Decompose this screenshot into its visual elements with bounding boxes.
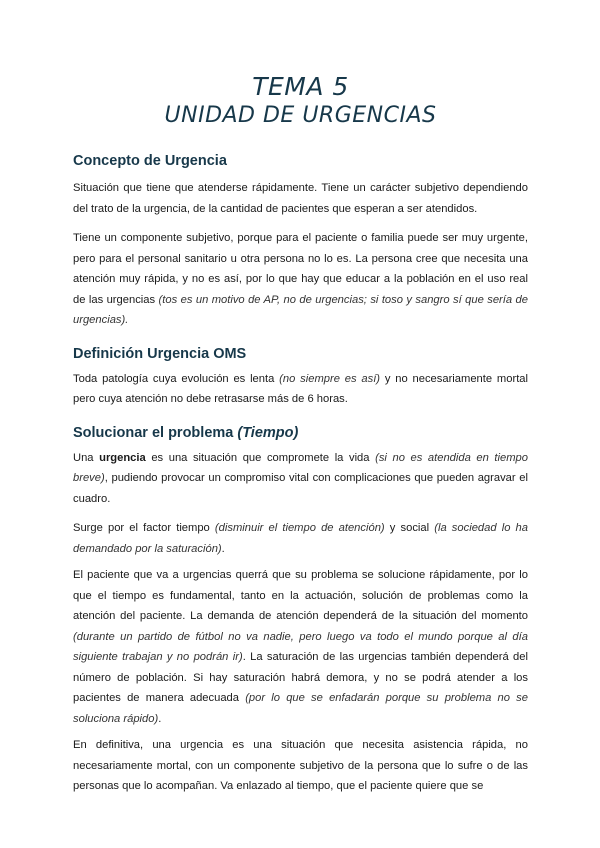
definicion-note: (no siempre es así) (279, 372, 381, 385)
document-title: TEMA 5 (252, 72, 349, 101)
definicion-text-b: y no necesariamente mortal pero cuya atención no debe retrasarse más de 6 horas. (73, 372, 529, 405)
definicion-text-a: Toda patología cuya evolución es lenta (73, 372, 280, 385)
solucionar-paragraph-1 (73, 448, 528, 510)
title-block (73, 0, 528, 127)
sol-p3-c: . (158, 712, 162, 725)
sol-p1-note: (si no es atendida en tiempo breve) (73, 451, 528, 484)
sol-p3-note2: (por lo que se enfadarán porque su problema no se soluciona rápido) (73, 692, 528, 725)
heading-definicion: Definición Urgencia OMS (73, 345, 247, 362)
sol-p2-c: . (221, 542, 225, 555)
sol-p1-a: Una (73, 451, 100, 464)
sol-p1-b: es una situación que compromete la vida (145, 451, 376, 464)
heading-solucionar-main: Solucionar el problema (73, 424, 238, 441)
concepto-p2-note: (tos es un motivo de AP, no de urgencias; si toso y sangro sí que sería de urgencias). (73, 293, 528, 326)
heading-solucionar (73, 425, 528, 441)
concepto-paragraph-2 (73, 228, 528, 331)
concepto-p2-text: Tiene un componente subjetivo, porque para el paciente o familia puede ser muy urgente, pero para el personal sanitario u otra persona no lo es. La persona cree que necesita una atención muy rápida, y no es así, por lo que hay que educar a la población en el uso real de las urgencias (73, 232, 528, 306)
concepto-paragraph-1: Situación que tiene que atenderse rápidamente. Tiene un carácter subjetivo dependiendo del trato de la urgencia, de la cantidad de pacientes que esperan a ser atendidos. (73, 182, 528, 215)
sol-p2-a: Surge por el factor tiempo (73, 522, 215, 534)
solucionar-paragraph-4: En definitiva, una urgencia es una situación que necesita asistencia rápida, no necesariamente mortal, con un componente subjetivo de la persona que lo sufre o de las personas que lo acompañan. Va enlazado al tiempo, que el paciente quiere que se (73, 739, 528, 792)
solucionar-paragraph-2 (73, 518, 528, 559)
sol-p3-b: . La saturación de las urgencias también dependerá del número de población. Si hay saturación habrá demora, y no se podrá atender a los pacientes de manera adecuada (73, 651, 528, 704)
document-subtitle: UNIDAD DE URGENCIAS (164, 103, 437, 128)
sol-p1-bold: urgencia (99, 451, 146, 464)
heading-concepto: Concepto de Urgencia (73, 153, 227, 169)
solucionar-paragraph-3 (73, 565, 528, 729)
sol-p2-note2: (la sociedad lo ha demandado por la saturación) (73, 522, 528, 555)
sol-p2-b: y social (384, 522, 435, 534)
sol-p3-a: El paciente que va a urgencias querrá que su problema se solucione rápidamente, por lo que el tiempo es fundamental, tanto en la actuación, solución de problemas como la atención del paciente. La demanda de atención dependerá de la situación del momento (73, 569, 528, 622)
definicion-paragraph (73, 369, 528, 410)
sol-p1-c: , pudiendo provocar un compromiso vital con complicaciones que pueden agravar el cuadro. (73, 472, 528, 505)
sol-p2-note1: (disminuir el tiempo de atención) (214, 522, 385, 534)
heading-solucionar-italic: (Tiempo) (237, 424, 299, 441)
sol-p3-note1: (durante un partido de fútbol no va nadie, pero luego va todo el mundo porque al día siguiente trabajan y no podrán ir) (73, 630, 528, 663)
